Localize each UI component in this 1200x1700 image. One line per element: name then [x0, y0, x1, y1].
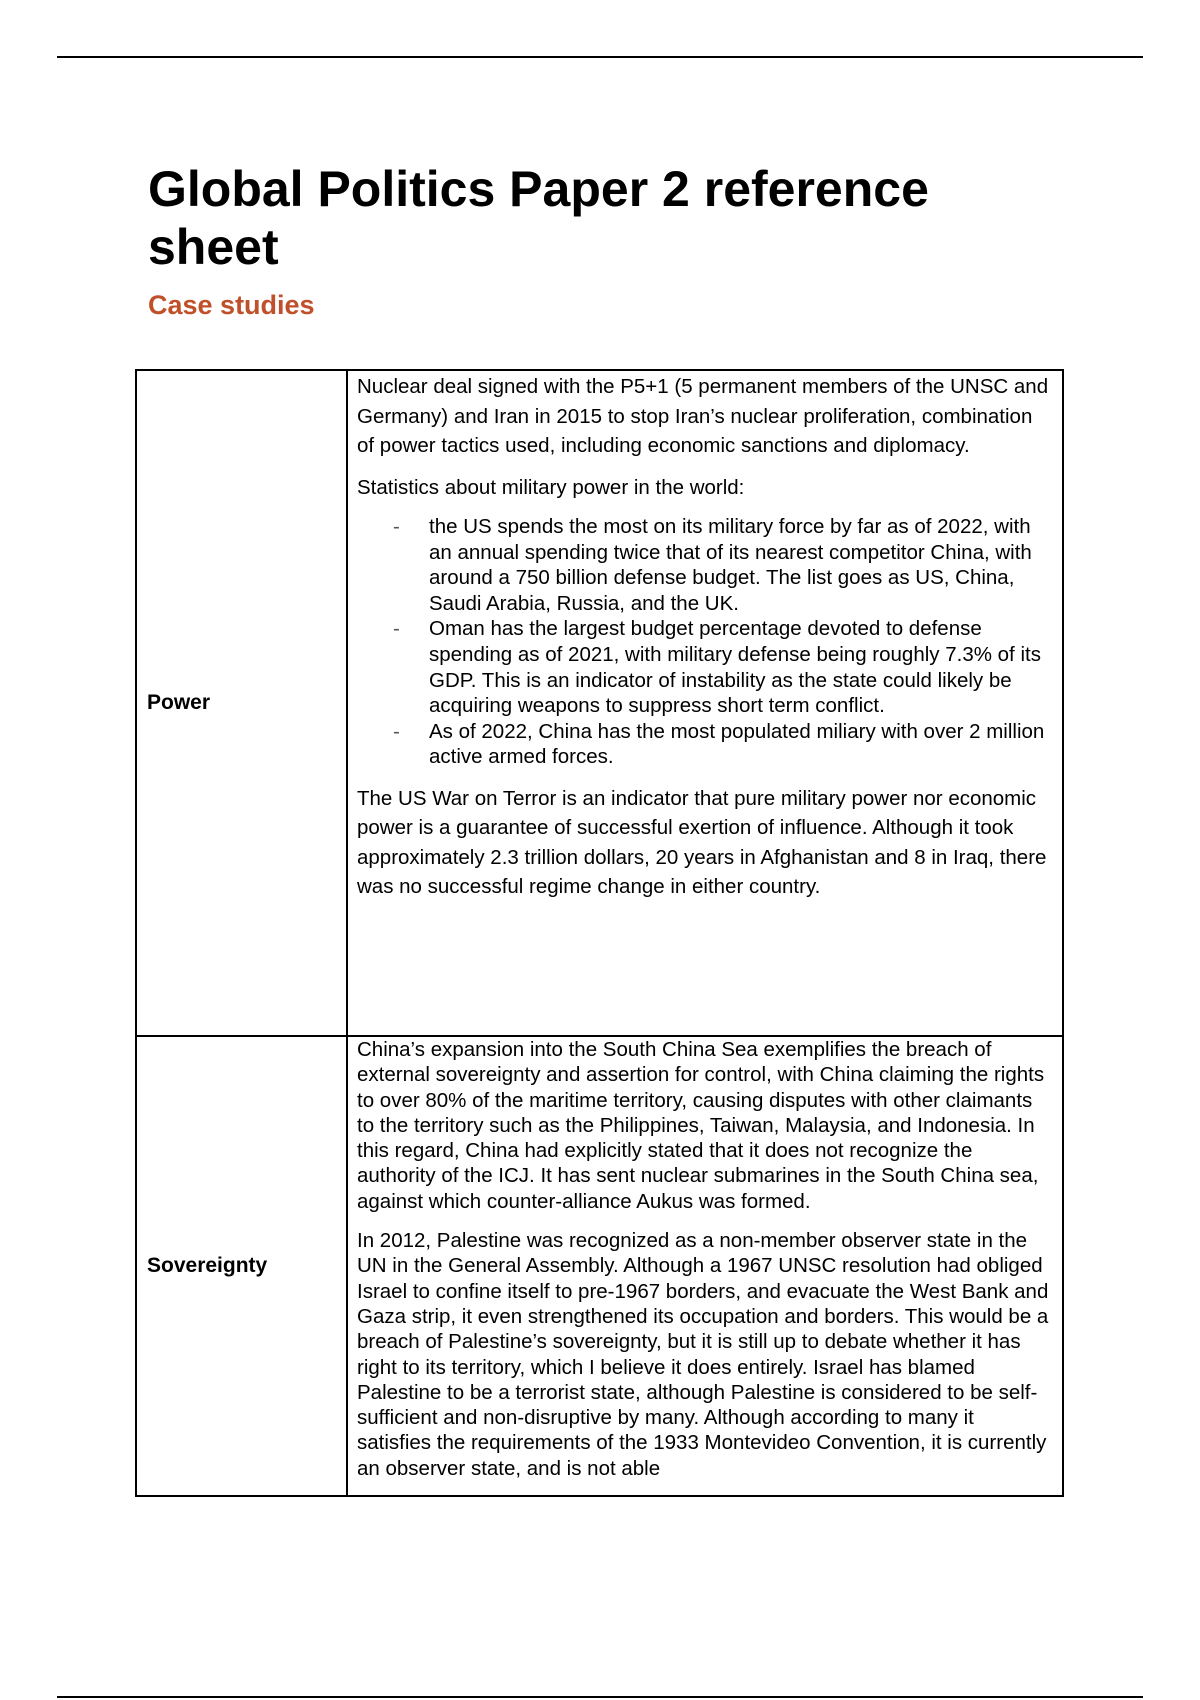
page-title: Global Politics Paper 2 reference sheet: [148, 161, 929, 275]
sovereignty-paragraph-south-china-sea: China’s expansion into the South China Sea exemplifies the breach of external sovereignty and assertion for control, with China claiming the rights to over 80% of the maritime territory, causing disputes with other claimants to the territory such as the Philippines, Taiwan, Malaysia, and Indonesia. In this regard, China had explicitly stated that it does not recognize the authority of the ICJ. It has sent nuclear submarines in the South China sea, against which counter-alliance Aukus was formed.: [357, 1038, 1045, 1213]
list-item-text: the US spends the most on its military force by far as of 2022, with an annual spending twice that of its nearest competitor China, with around a 750 billion defense budget. The list goes as US, China, Saudi Arabia, Russia, and the UK.: [429, 515, 1032, 615]
row-content-power: [347, 370, 1063, 1036]
row-label-sovereignty: Sovereignty: [136, 1036, 347, 1496]
footer-rule: [57, 1696, 1143, 1698]
power-stats-list: [357, 514, 1050, 770]
dash-bullet-icon: -: [393, 617, 400, 641]
sovereignty-paragraph-palestine: In 2012, Palestine was recognized as a non-member observer state in the UN in the General Assembly. Although a 1967 UNSC resolution had obliged Israel to confine itself to pre-1967 borders, and evacuate the West Bank and Gaza strip, it even strengthened its occupation and borders. This would be a breach of Palestine’s sovereignty, but it is still up to debate whether it has right to its territory, which I believe it does entirely. Israel has blamed Palestine to be a terrorist state, although Palestine is considered to be self-sufficient and non-disruptive by many. Although according to many it satisfies the requirements of the 1933 Montevideo Convention, it is currently an observer state, and is not able: [357, 1229, 1049, 1480]
case-studies-table: [135, 369, 1064, 1497]
header-rule: [57, 56, 1143, 58]
dash-bullet-icon: -: [393, 719, 400, 743]
row-content-sovereignty: [347, 1036, 1063, 1496]
power-paragraph-war-on-terror: The US War on Terror is an indicator that pure military power nor economic power is a guarantee of successful exertion of influence. Although it took approximately 2.3 trillion dollars, 20 years in Afghanistan and 8 in Iraq, there was no successful regime change in either country.: [357, 786, 1047, 899]
table-row-power: [136, 370, 1063, 1036]
power-paragraph-stats-intro: Statistics about military power in the world:: [357, 475, 745, 499]
row-label-power: Power: [136, 370, 347, 1036]
list-item: [393, 719, 1050, 770]
power-paragraph-nuclear-deal: Nuclear deal signed with the P5+1 (5 permanent members of the UNSC and Germany) and Iran in 2015 to stop Iran’s nuclear proliferation, combination of power tactics used, including economic sanctions and diplomacy.: [357, 375, 1049, 457]
list-item: [393, 514, 1050, 616]
dash-bullet-icon: -: [393, 515, 400, 538]
list-item-text: Oman has the largest budget percentage devoted to defense spending as of 2021, with military defense being roughly 7.3% of its GDP. This is an indicator of instability as the state could likely be acquiring weapons to suppress short term conflict.: [429, 617, 1041, 718]
table-row-sovereignty: [136, 1036, 1063, 1496]
section-heading: Case studies: [148, 290, 315, 320]
list-item: [393, 616, 1050, 718]
list-item-text: As of 2022, China has the most populated miliary with over 2 million active armed forces.: [429, 719, 1045, 769]
